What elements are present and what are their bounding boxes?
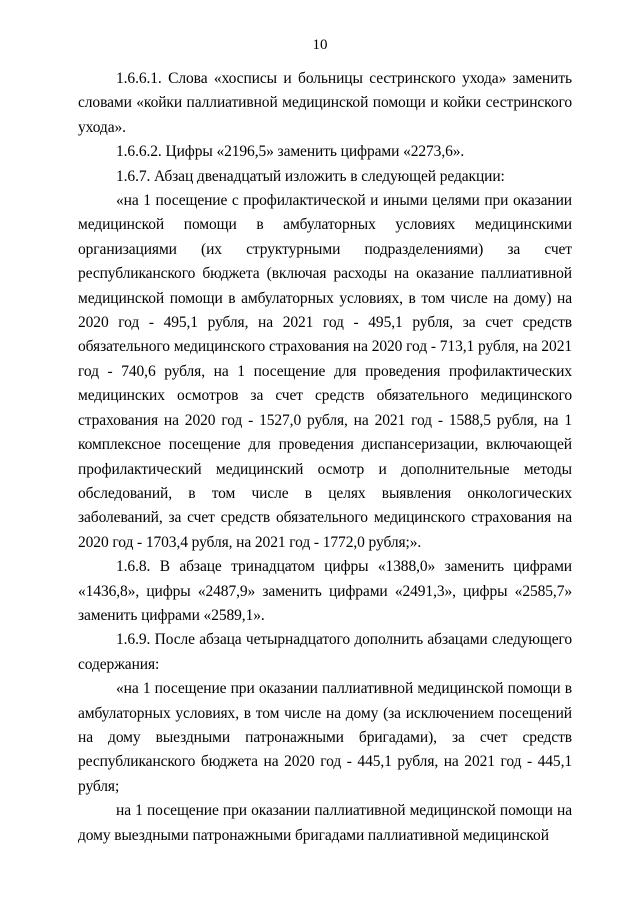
page-number: 10: [312, 37, 328, 53]
paragraph-1-6-6-2: 1.6.6.2. Цифры «2196,5» заменить цифрами «2273,6».: [116, 143, 465, 161]
paragraph-1-6-8: 1.6.8. В абзаце тринадцатом цифры «1388,0» заменить цифрами «1436,8», цифры «2487,9» заменить цифрами «2491,3», цифры «2585,7» заменить цифрами «2589,1».: [78, 558, 572, 624]
document-body: [78, 67, 572, 848]
paragraph-palliative-home: на 1 посещение при оказании паллиативной медицинской помощи на дому выездными патронажными бригадами паллиативной медицинской: [78, 802, 572, 844]
paragraph-quote-palliative: «на 1 посещение при оказании паллиативной медицинской помощи в амбулаторных условиях, в том числе на дому (за исключением посещений на дому выездными патронажными бригадами), за счет средств республиканского бюджета на 2020 год - 445,1 рубля, на 2021 год - 445,1 рубля;: [78, 680, 572, 795]
paragraph-1-6-6-1: 1.6.6.1. Слова «хосписы и больницы сестринского ухода» заменить словами «койки паллиативной медицинской помощи и койки сестринского ухода».: [78, 70, 572, 136]
paragraph-1-6-9: 1.6.9. После абзаца четырнадцатого дополнить абзацами следующего содержания:: [78, 631, 572, 673]
paragraph-1-6-7: 1.6.7. Абзац двенадцатый изложить в следующей редакции:: [116, 167, 505, 185]
paragraph-quote-visits: «на 1 посещение с профилактической и иными целями при оказании медицинской помощи в амбулаторных условиях медицинскими организациями (их структурными подразделениями) за счет республиканского бюджета (включая расходы на оказание паллиативной медицинской помощи в амбулаторных условиях, в том числе на дому) на 2020 год - 495,1 рубля, на 2021 год - 495,1 рубля, за счет средств обязательного медицинского страхования на 2020 год - 713,1 рубля, на 2021 год - 740,6 рубля, на 1 посещение для проведения профилактических медицинских осмотров за счет средств обязательного медицинского страхования на 2020 год - 1527,0 рубля, на 2021 год - 1588,5 рубля, на 1 комплексное посещение для проведения диспансеризации, включающей профилактический медицинский осмотр и дополнительные методы обследований, в том числе в целях выявления онкологических заболеваний, за счет средств обязательного медицинского страхования на 2020 год - 1703,4 рубля, на 2021 год - 1772,0 рубля;».: [78, 192, 572, 551]
